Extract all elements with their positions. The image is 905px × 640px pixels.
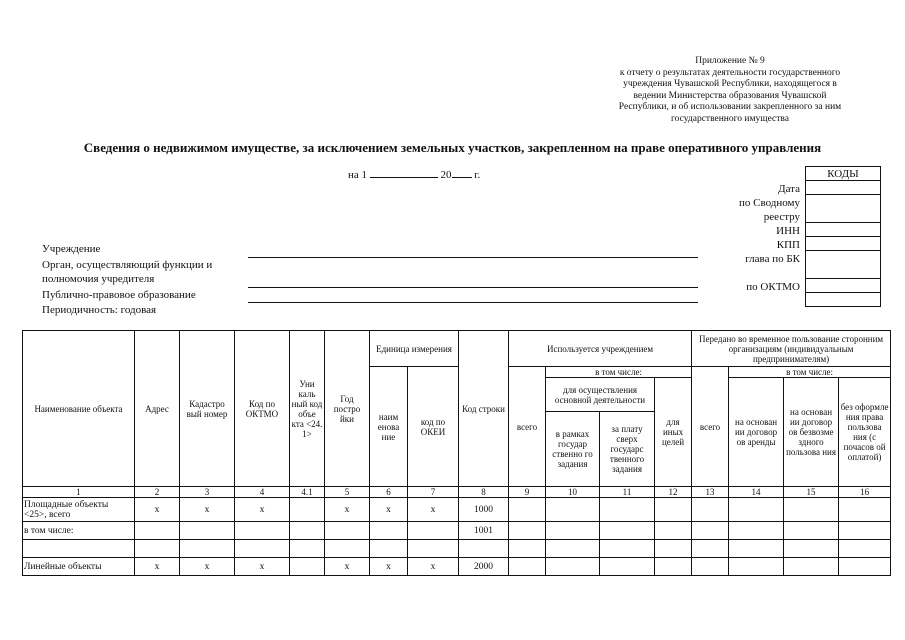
header-no-rights: без оформле ния права пользова ния (с почасов ой оплатой) (839, 378, 891, 487)
code-label (640, 266, 800, 280)
code-cell-date[interactable] (806, 181, 881, 195)
row-cell[interactable] (784, 540, 839, 558)
header-rent: на основан ии договор ов аренды (729, 378, 784, 487)
row-cell[interactable] (509, 540, 546, 558)
header-paid-over: за плату сверх государс твенного задания (600, 412, 655, 487)
row-oktmo: х (235, 558, 290, 576)
row-address[interactable] (135, 540, 180, 558)
row-cell[interactable] (546, 558, 600, 576)
header-address: Адрес (135, 331, 180, 487)
col-number: 10 (546, 487, 600, 498)
periodicity-label: Периодичность: годовая (42, 304, 157, 316)
row-cell[interactable] (839, 522, 891, 540)
header-year: Год постро йки (325, 331, 370, 487)
row-unique[interactable] (290, 540, 325, 558)
row-cell[interactable] (546, 522, 600, 540)
row-cell[interactable] (692, 540, 729, 558)
row-okei[interactable] (408, 522, 459, 540)
row-oktmo[interactable] (235, 540, 290, 558)
code-cell-blank[interactable] (806, 293, 881, 307)
row-cadastral[interactable] (180, 540, 235, 558)
col-number: 16 (839, 487, 891, 498)
public-entity-label: Публично-правовое образование (42, 289, 196, 301)
row-cell[interactable] (729, 540, 784, 558)
row-address: х (135, 498, 180, 522)
code-label: реестру (763, 211, 800, 223)
col-number: 7 (408, 487, 459, 498)
codes-labels (640, 182, 800, 294)
row-unit[interactable] (370, 522, 408, 540)
public-entity-field[interactable] (248, 302, 698, 303)
header-oktmo: Код по ОКТМО (235, 331, 290, 487)
row-cell[interactable] (655, 498, 692, 522)
appendix-line: к отчету о результатах деятельности государственного (619, 67, 841, 78)
col-number: 12 (655, 487, 692, 498)
row-code: 1000 (459, 498, 509, 522)
header-name: Наименование объекта (23, 331, 135, 487)
row-okei: х (408, 498, 459, 522)
row-unit: х (370, 558, 408, 576)
day-month-blank[interactable] (370, 167, 438, 178)
row-cell[interactable] (839, 540, 891, 558)
row-cell[interactable] (839, 498, 891, 522)
row-cell[interactable] (509, 558, 546, 576)
col-number: 2 (135, 487, 180, 498)
code-label: по ОКТМО (746, 281, 800, 293)
row-year: х (325, 558, 370, 576)
col-number: 1 (23, 487, 135, 498)
header-row-code: Код строки (459, 331, 509, 487)
header-transferred-incl: в том числе: (729, 367, 891, 378)
appendix-line: Приложение № 9 (695, 56, 765, 66)
row-cell[interactable] (692, 498, 729, 522)
row-unique[interactable] (290, 522, 325, 540)
institution-field[interactable] (248, 257, 698, 258)
row-cell[interactable] (784, 522, 839, 540)
row-name[interactable] (23, 540, 135, 558)
year-blank[interactable] (452, 167, 472, 178)
row-year: х (325, 498, 370, 522)
row-cell[interactable] (692, 522, 729, 540)
code-label: ИНН (776, 225, 800, 237)
col-number: 14 (729, 487, 784, 498)
row-cell[interactable] (729, 558, 784, 576)
col-number: 9 (509, 487, 546, 498)
col-number: 13 (692, 487, 729, 498)
institution-label: Учреждение (42, 243, 101, 255)
col-number: 5 (325, 487, 370, 498)
row-cell[interactable] (729, 498, 784, 522)
report-date-line (348, 167, 480, 181)
row-cell[interactable] (692, 558, 729, 576)
row-name: Линейные объекты (23, 558, 135, 576)
header-unit-name: наим енова ние (370, 367, 408, 487)
appendix-line: Республики, и об использовании закрепленного за ним (618, 102, 842, 112)
row-cell[interactable] (839, 558, 891, 576)
header-cadastral: Кадастро вый номер (180, 331, 235, 487)
code-cell-inn[interactable] (806, 223, 881, 237)
col-number: 15 (784, 487, 839, 498)
row-name: Площадные объекты <25>, всего (23, 498, 135, 522)
row-cell[interactable] (600, 522, 655, 540)
code-cell-oktmo[interactable] (806, 279, 881, 293)
header-within-task: в рамках государ ственно го задания (546, 412, 600, 487)
header-other: для иных целей (655, 378, 692, 487)
appendix-line: учреждения Чувашской Республики, находящегося в (623, 79, 837, 89)
table-row (23, 522, 891, 540)
col-number: 6 (370, 487, 408, 498)
col-number: 4 (235, 487, 290, 498)
header-free-use: на основан ии договор ов безвозме здного пользова ния (784, 378, 839, 487)
table-row (23, 498, 891, 522)
header-okei: код по ОКЕИ (408, 367, 459, 487)
row-year[interactable] (325, 522, 370, 540)
row-unit: х (370, 498, 408, 522)
header-unique-code: Уни каль ный код объе кта <24. 1> (290, 331, 325, 487)
date-suffix: г. (474, 169, 481, 181)
row-oktmo: х (235, 498, 290, 522)
code-cell-registry[interactable] (806, 195, 881, 223)
col-number: 4.1 (290, 487, 325, 498)
row-unit[interactable] (370, 540, 408, 558)
row-cell[interactable] (784, 558, 839, 576)
appendix-note (580, 56, 880, 125)
row-cadastral[interactable] (180, 522, 235, 540)
organ-field[interactable] (248, 287, 698, 288)
codes-header: КОДЫ (806, 167, 881, 181)
code-label: Дата (778, 183, 800, 195)
row-cell[interactable] (509, 498, 546, 522)
codes-table (805, 166, 881, 307)
organ-label-line1: Орган, осуществляющий функции и (42, 259, 213, 271)
row-address[interactable] (135, 522, 180, 540)
header-used: Используется учреждением (509, 331, 692, 367)
col-number: 11 (600, 487, 655, 498)
table-row (23, 558, 891, 576)
row-cell[interactable] (546, 540, 600, 558)
row-cell[interactable] (600, 498, 655, 522)
date-prefix: на 1 (348, 169, 368, 181)
row-cell[interactable] (546, 498, 600, 522)
row-year[interactable] (325, 540, 370, 558)
appendix-line: государственного имущества (671, 113, 789, 124)
row-address: х (135, 558, 180, 576)
col-number: 3 (180, 487, 235, 498)
code-cell-kpp[interactable] (806, 237, 881, 251)
row-code: 1001 (459, 522, 509, 540)
appendix-line: ведении Министерства образования Чувашской (633, 90, 827, 101)
code-cell-bk[interactable] (806, 251, 881, 279)
row-cell[interactable] (600, 558, 655, 576)
row-cell[interactable] (655, 558, 692, 576)
header-for-task: для осуществления основной деятельности (546, 378, 655, 412)
property-table (22, 330, 891, 576)
row-oktmo[interactable] (235, 522, 290, 540)
row-cadastral: х (180, 558, 235, 576)
header-used-total: всего (509, 367, 546, 487)
row-cadastral: х (180, 498, 235, 522)
row-cell[interactable] (600, 540, 655, 558)
row-unique[interactable] (290, 558, 325, 576)
code-label: КПП (776, 239, 800, 251)
row-okei[interactable] (408, 540, 459, 558)
row-unique[interactable] (290, 498, 325, 522)
row-code[interactable] (459, 540, 509, 558)
row-cell[interactable] (784, 498, 839, 522)
row-cell[interactable] (509, 522, 546, 540)
header-used-incl: в том числе: (546, 367, 692, 378)
row-code: 2000 (459, 558, 509, 576)
header-transferred-total: всего (692, 367, 729, 487)
code-label: глава по БК (745, 253, 800, 265)
header-transferred: Передано во временное пользование сторонним организациям (индивидуальным предпринимателям) (692, 331, 891, 367)
header-unit: Единица измерения (370, 331, 459, 367)
row-name: в том числе: (23, 522, 135, 540)
row-cell[interactable] (729, 522, 784, 540)
row-cell[interactable] (655, 522, 692, 540)
code-label: по Сводному (738, 197, 800, 209)
row-cell[interactable] (655, 540, 692, 558)
col-number: 8 (459, 487, 509, 498)
row-okei: х (408, 558, 459, 576)
organ-label-line2: полномочия учредителя (42, 273, 155, 285)
table-row (23, 540, 891, 558)
page-title: Сведения о недвижимом имуществе, за исключением земельных участков, закрепленном на праве оперативного управления (83, 140, 822, 155)
date-year-prefix: 20 (440, 169, 452, 181)
